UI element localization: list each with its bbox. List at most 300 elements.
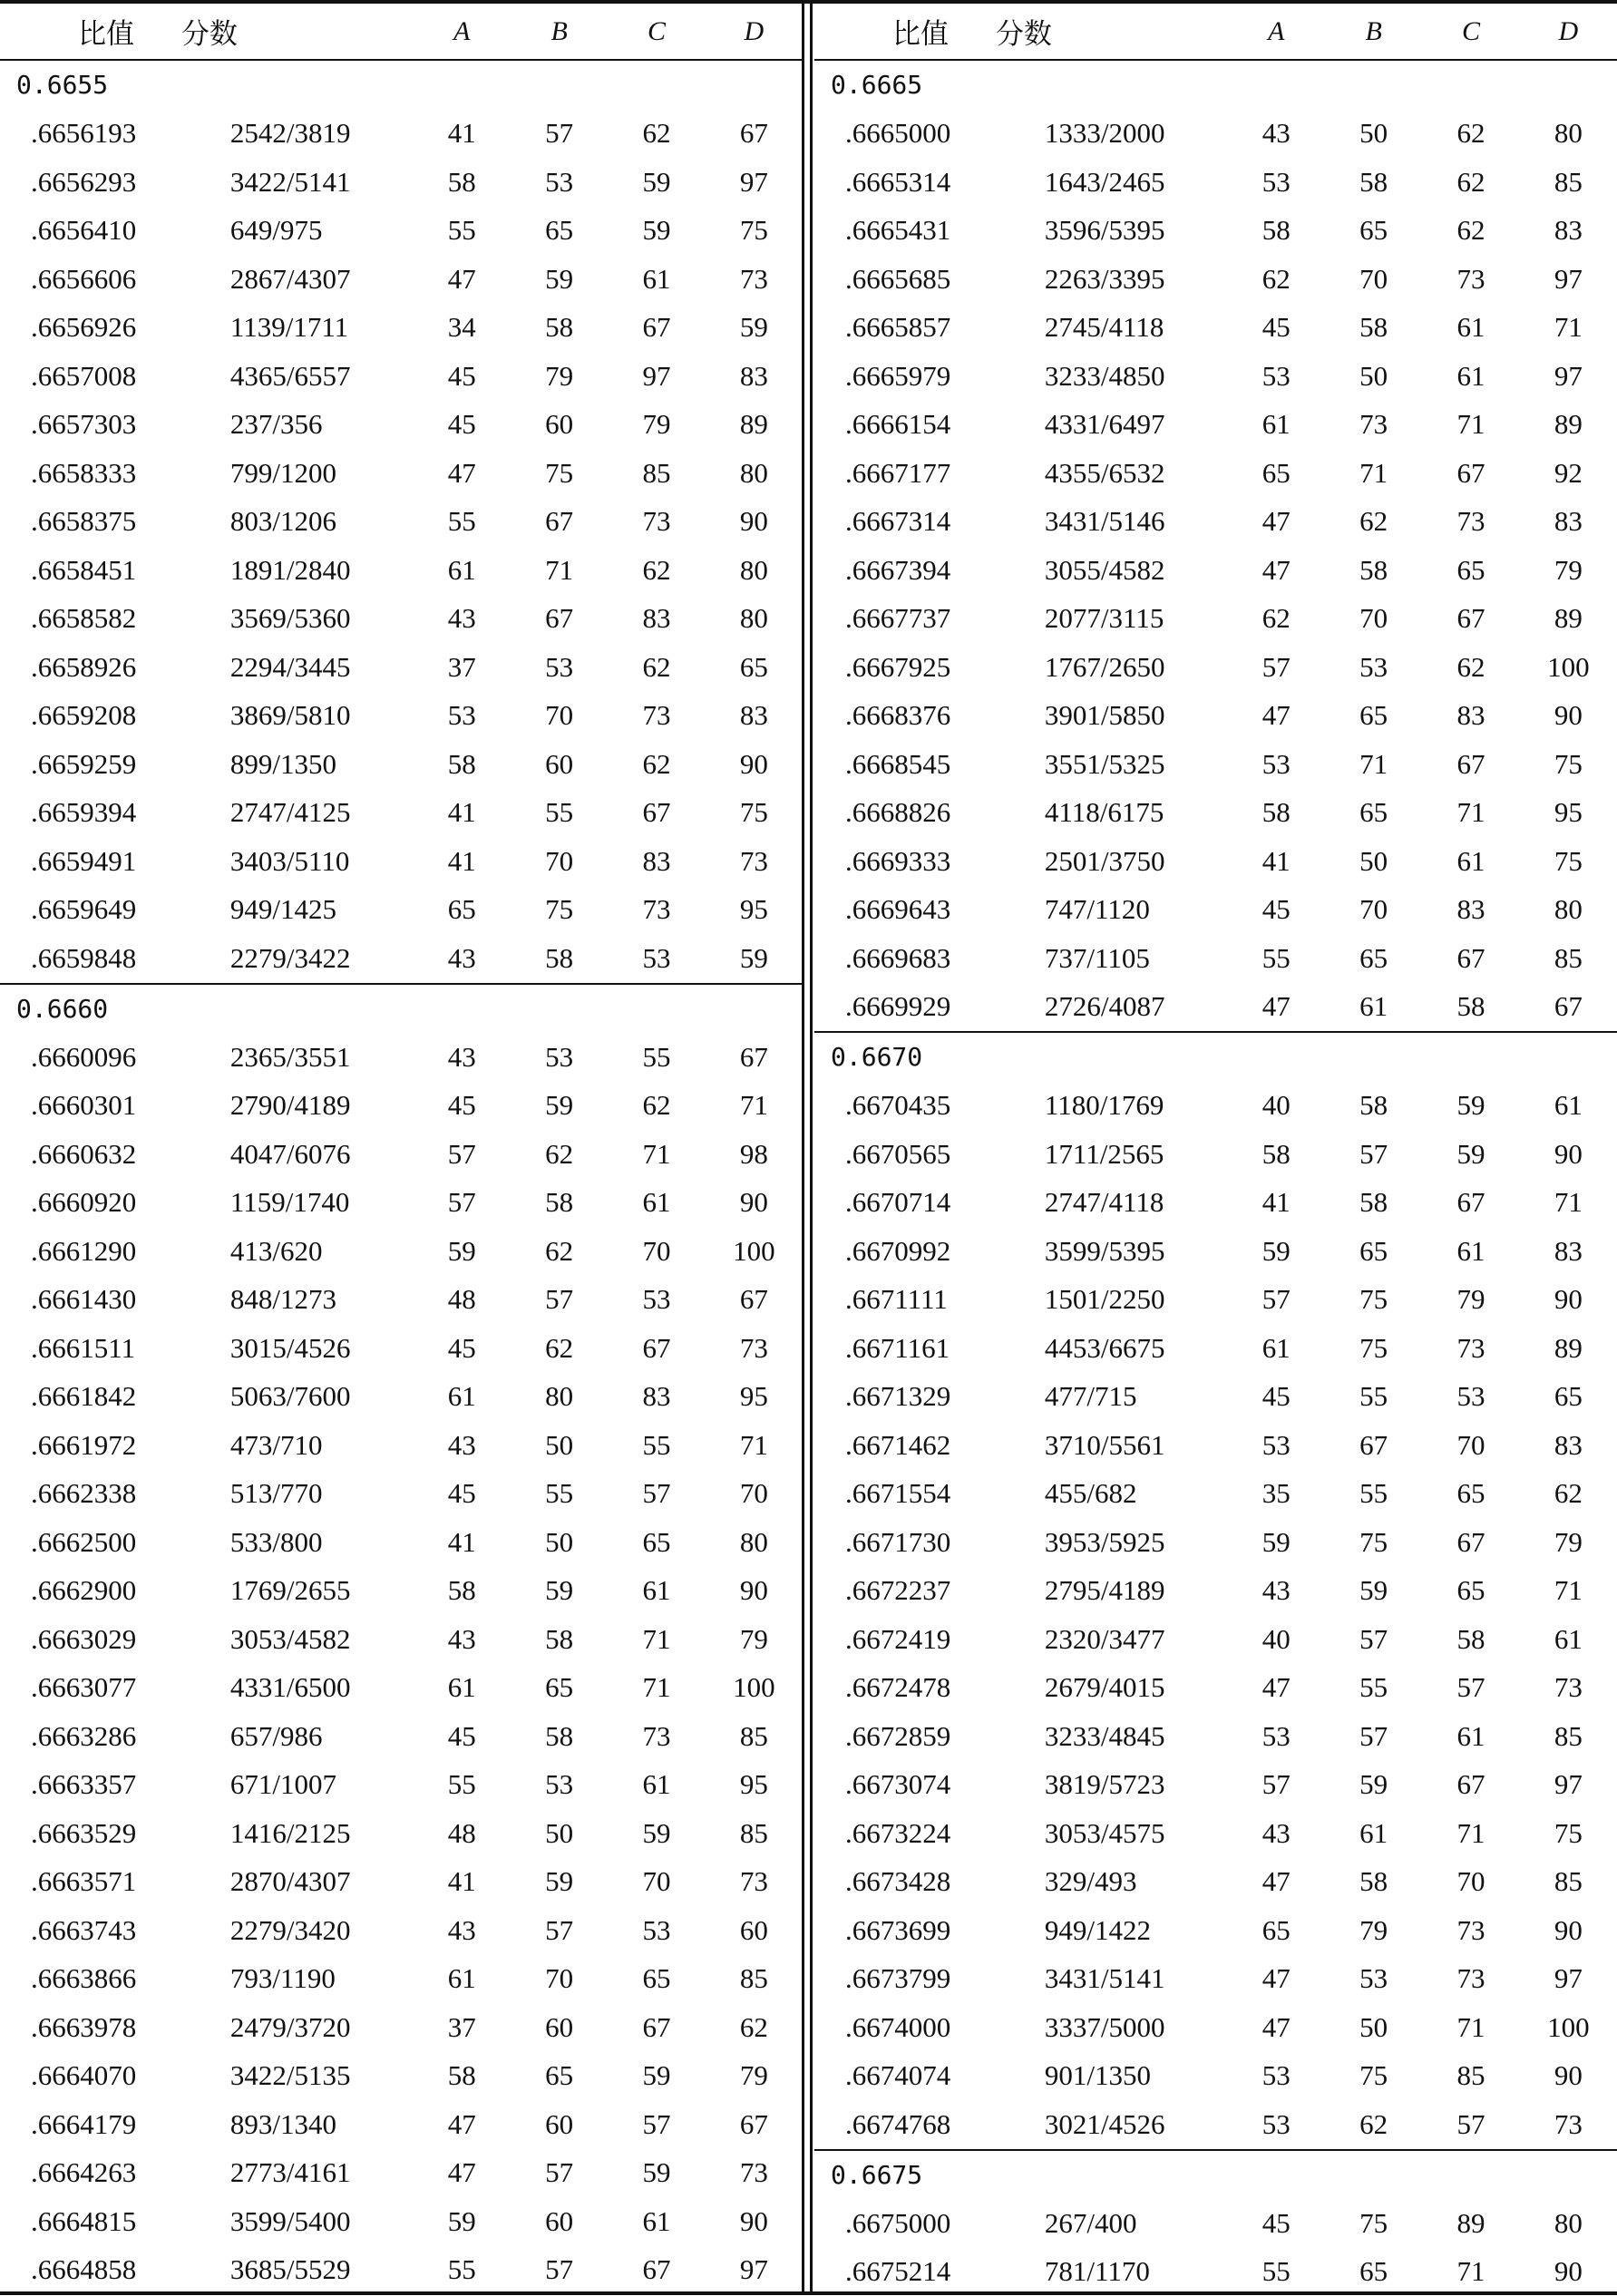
d-value: 85 [706, 1809, 803, 1858]
b-value: 71 [1325, 449, 1422, 498]
fraction-value: 2263/3395 [952, 255, 1228, 304]
c-value: 71 [608, 1130, 705, 1179]
table-row [0, 2100, 803, 2149]
fraction-value: 3021/4526 [952, 2100, 1228, 2150]
d-value: 90 [1520, 1276, 1617, 1325]
d-value: 61 [1520, 1615, 1617, 1664]
ratio-value: .6656193 [0, 110, 138, 159]
a-value: 43 [1228, 110, 1325, 159]
c-value: 58 [1422, 983, 1519, 1033]
d-value: 97 [706, 158, 803, 207]
ratio-value: .6671329 [814, 1373, 952, 1422]
d-value: 80 [1520, 886, 1617, 935]
ratio-value: .6672859 [814, 1712, 952, 1761]
right-table-half [814, 4, 1617, 2296]
b-value: 62 [511, 1324, 608, 1373]
a-value: 48 [414, 1809, 511, 1858]
c-value: 61 [1422, 304, 1519, 353]
table-row [0, 158, 803, 207]
table-row [0, 1858, 803, 1907]
c-value: 79 [608, 401, 705, 450]
b-value: 58 [1325, 158, 1422, 207]
table-row [0, 2246, 803, 2295]
d-value: 71 [706, 1082, 803, 1131]
group-label: 0.6675 [814, 2150, 1617, 2200]
header-c: C [608, 4, 705, 60]
c-value: 67 [1422, 1518, 1519, 1567]
a-value: 53 [1228, 2052, 1325, 2101]
b-value: 57 [1325, 1615, 1422, 1664]
c-value: 62 [1422, 110, 1519, 159]
fraction-value: 2726/4087 [952, 983, 1228, 1033]
a-value: 37 [414, 643, 511, 692]
c-value: 83 [608, 1373, 705, 1422]
d-value: 100 [706, 1227, 803, 1276]
d-value: 100 [706, 1664, 803, 1713]
fraction-value: 413/620 [138, 1227, 414, 1276]
b-value: 75 [511, 886, 608, 935]
table-row [0, 110, 803, 159]
ratio-value: .6661430 [0, 1276, 138, 1325]
fraction-value: 793/1190 [138, 1955, 414, 2004]
b-value: 58 [1325, 546, 1422, 595]
ratio-value: .6667925 [814, 643, 952, 692]
ratio-value: .6667737 [814, 595, 952, 644]
c-value: 65 [1422, 1567, 1519, 1616]
b-value: 53 [511, 643, 608, 692]
table-row [0, 934, 803, 984]
b-value: 55 [1325, 1664, 1422, 1713]
header-fraction: 分数 [952, 4, 1228, 60]
c-value: 65 [1422, 1470, 1519, 1519]
b-value: 50 [1325, 110, 1422, 159]
b-value: 60 [511, 2003, 608, 2052]
fraction-value: 803/1206 [138, 498, 414, 547]
b-value: 70 [511, 837, 608, 886]
d-value: 90 [1520, 1906, 1617, 1955]
group-label: 0.6665 [814, 60, 1617, 110]
c-value: 73 [608, 1712, 705, 1761]
c-value: 61 [608, 1179, 705, 1228]
ratio-value: .6670435 [814, 1082, 952, 1131]
ratio-value: .6658375 [0, 498, 138, 547]
group-label: 0.6655 [0, 60, 803, 110]
c-value: 59 [608, 207, 705, 256]
table-row [814, 740, 1617, 789]
b-value: 57 [1325, 1712, 1422, 1761]
fraction-value: 649/975 [138, 207, 414, 256]
d-value: 71 [1520, 304, 1617, 353]
fraction-value: 533/800 [138, 1518, 414, 1567]
b-value: 58 [1325, 1179, 1422, 1228]
d-value: 97 [1520, 352, 1617, 401]
a-value: 43 [1228, 1809, 1325, 1858]
ratio-value: .6675000 [814, 2199, 952, 2248]
d-value: 85 [706, 1955, 803, 2004]
d-value: 80 [706, 595, 803, 644]
a-value: 47 [1228, 983, 1325, 1033]
ratio-value: .6665314 [814, 158, 952, 207]
c-value: 65 [1422, 546, 1519, 595]
table-row [814, 1858, 1617, 1907]
c-value: 59 [608, 1809, 705, 1858]
d-value: 59 [706, 934, 803, 984]
c-value: 65 [608, 1518, 705, 1567]
b-value: 73 [1325, 401, 1422, 450]
a-value: 43 [414, 595, 511, 644]
fraction-value: 3233/4845 [952, 1712, 1228, 1761]
ratio-value: .6673074 [814, 1761, 952, 1810]
fraction-value: 1643/2465 [952, 158, 1228, 207]
a-value: 53 [1228, 158, 1325, 207]
table-row [814, 1906, 1617, 1955]
table-row [0, 1276, 803, 1325]
c-value: 71 [1422, 401, 1519, 450]
table-row [814, 1712, 1617, 1761]
a-value: 55 [1228, 2248, 1325, 2296]
c-value: 83 [608, 837, 705, 886]
d-value: 85 [706, 1712, 803, 1761]
a-value: 47 [1228, 546, 1325, 595]
a-value: 59 [1228, 1227, 1325, 1276]
b-value: 62 [511, 1130, 608, 1179]
d-value: 75 [706, 789, 803, 838]
ratio-value: .6669683 [814, 934, 952, 983]
fraction-value: 3431/5141 [952, 1955, 1228, 2004]
ratio-value: .6658451 [0, 546, 138, 595]
table-row [814, 643, 1617, 692]
fraction-value: 2501/3750 [952, 837, 1228, 886]
a-value: 59 [414, 1227, 511, 1276]
ratio-value: .6673699 [814, 1906, 952, 1955]
a-value: 47 [414, 255, 511, 304]
d-value: 67 [706, 1276, 803, 1325]
c-value: 97 [608, 352, 705, 401]
ratio-value: .6663743 [0, 1906, 138, 1955]
c-value: 71 [1422, 2248, 1519, 2296]
b-value: 70 [1325, 255, 1422, 304]
c-value: 71 [1422, 2003, 1519, 2052]
table-row [814, 1809, 1617, 1858]
c-value: 73 [1422, 1324, 1519, 1373]
table-row [0, 1324, 803, 1373]
a-value: 58 [414, 740, 511, 789]
a-value: 55 [414, 498, 511, 547]
c-value: 61 [608, 2197, 705, 2246]
b-value: 58 [1325, 304, 1422, 353]
a-value: 58 [1228, 1130, 1325, 1179]
d-value: 90 [1520, 2052, 1617, 2101]
a-value: 59 [414, 2197, 511, 2246]
d-value: 73 [706, 255, 803, 304]
table-row [814, 1470, 1617, 1519]
fraction-value: 781/1170 [952, 2248, 1228, 2296]
ratio-value: .6657303 [0, 401, 138, 450]
b-value: 61 [1325, 1809, 1422, 1858]
fraction-value: 237/356 [138, 401, 414, 450]
d-value: 83 [1520, 1227, 1617, 1276]
c-value: 85 [1422, 2052, 1519, 2101]
a-value: 58 [1228, 789, 1325, 838]
b-value: 58 [511, 1179, 608, 1228]
fraction-value: 3053/4575 [952, 1809, 1228, 1858]
ratio-value: .6663029 [0, 1615, 138, 1664]
table-row [0, 1712, 803, 1761]
a-value: 45 [414, 1470, 511, 1519]
c-value: 58 [1422, 1615, 1519, 1664]
table-row [0, 1664, 803, 1713]
group-header-row [0, 60, 803, 110]
a-value: 41 [414, 837, 511, 886]
table-row [814, 837, 1617, 886]
fraction-value: 657/986 [138, 1712, 414, 1761]
d-value: 70 [706, 1470, 803, 1519]
fraction-value: 3901/5850 [952, 692, 1228, 741]
table-row [814, 352, 1617, 401]
fraction-value: 455/682 [952, 1470, 1228, 1519]
right-table [814, 4, 1617, 2296]
table-row [0, 1227, 803, 1276]
d-value: 95 [706, 1373, 803, 1422]
b-value: 50 [1325, 2003, 1422, 2052]
a-value: 55 [414, 2246, 511, 2295]
group-label: 0.6660 [0, 984, 803, 1034]
b-value: 53 [511, 1033, 608, 1082]
c-value: 59 [1422, 1082, 1519, 1131]
d-value: 65 [1520, 1373, 1617, 1422]
a-value: 45 [414, 401, 511, 450]
c-value: 70 [608, 1227, 705, 1276]
fraction-value: 4331/6497 [952, 401, 1228, 450]
b-value: 59 [511, 255, 608, 304]
c-value: 59 [608, 2149, 705, 2198]
ratio-value: .6660096 [0, 1033, 138, 1082]
a-value: 61 [414, 1373, 511, 1422]
bottom-rule [0, 2291, 1617, 2295]
fraction-value: 4365/6557 [138, 352, 414, 401]
b-value: 57 [1325, 1130, 1422, 1179]
table-row [0, 2197, 803, 2246]
ratio-value: .6665979 [814, 352, 952, 401]
d-value: 90 [1520, 692, 1617, 741]
a-value: 57 [1228, 1276, 1325, 1325]
a-value: 43 [414, 1615, 511, 1664]
a-value: 47 [1228, 692, 1325, 741]
b-value: 75 [1325, 1518, 1422, 1567]
table-row [0, 886, 803, 935]
table-row [814, 207, 1617, 256]
fraction-value: 799/1200 [138, 449, 414, 498]
table-row [0, 643, 803, 692]
b-value: 65 [1325, 934, 1422, 983]
d-value: 90 [1520, 1130, 1617, 1179]
a-value: 47 [1228, 2003, 1325, 2052]
b-value: 70 [1325, 886, 1422, 935]
b-value: 65 [1325, 1227, 1422, 1276]
c-value: 83 [1422, 692, 1519, 741]
c-value: 57 [608, 1470, 705, 1519]
b-value: 67 [1325, 1421, 1422, 1470]
a-value: 57 [414, 1179, 511, 1228]
b-value: 57 [511, 2246, 608, 2295]
table-row [814, 2052, 1617, 2101]
ratio-value: .6665857 [814, 304, 952, 353]
c-value: 55 [608, 1033, 705, 1082]
table-row [814, 1324, 1617, 1373]
fraction-value: 477/715 [952, 1373, 1228, 1422]
b-value: 75 [1325, 2199, 1422, 2248]
c-value: 73 [1422, 1955, 1519, 2004]
ratio-value: .6671730 [814, 1518, 952, 1567]
c-value: 61 [1422, 837, 1519, 886]
fraction-value: 4047/6076 [138, 1130, 414, 1179]
b-value: 53 [511, 158, 608, 207]
fraction-value: 3953/5925 [952, 1518, 1228, 1567]
ratio-value: .6663077 [0, 1664, 138, 1713]
header-d: D [706, 4, 803, 60]
fraction-value: 2294/3445 [138, 643, 414, 692]
ratio-value: .6664263 [0, 2149, 138, 2198]
fraction-value: 3596/5395 [952, 207, 1228, 256]
fraction-value: 3422/5135 [138, 2052, 414, 2101]
b-value: 53 [1325, 1955, 1422, 2004]
b-value: 50 [1325, 837, 1422, 886]
b-value: 70 [1325, 595, 1422, 644]
column-divider-right [810, 0, 813, 2295]
d-value: 73 [1520, 2100, 1617, 2150]
b-value: 71 [511, 546, 608, 595]
fraction-value: 1180/1769 [952, 1082, 1228, 1131]
b-value: 62 [511, 1227, 608, 1276]
b-value: 59 [1325, 1761, 1422, 1810]
b-value: 59 [511, 1858, 608, 1907]
table-row [814, 1518, 1617, 1567]
c-value: 73 [608, 498, 705, 547]
b-value: 65 [511, 1664, 608, 1713]
d-value: 80 [706, 449, 803, 498]
fraction-value: 1769/2655 [138, 1567, 414, 1616]
ratio-value: .6673799 [814, 1955, 952, 2004]
a-value: 45 [1228, 886, 1325, 935]
ratio-value: .6669929 [814, 983, 952, 1033]
fraction-value: 513/770 [138, 1470, 414, 1519]
ratio-value: .6668376 [814, 692, 952, 741]
ratio-value: .6662500 [0, 1518, 138, 1567]
b-value: 57 [511, 1906, 608, 1955]
fraction-value: 2365/3551 [138, 1033, 414, 1082]
d-value: 73 [706, 2149, 803, 2198]
b-value: 75 [1325, 1276, 1422, 1325]
ratio-value: .6659208 [0, 692, 138, 741]
c-value: 70 [1422, 1858, 1519, 1907]
a-value: 47 [1228, 1858, 1325, 1907]
ratio-value: .6674074 [814, 2052, 952, 2101]
fraction-value: 3710/5561 [952, 1421, 1228, 1470]
table-row [814, 1955, 1617, 2004]
a-value: 58 [1228, 207, 1325, 256]
ratio-value: .6659491 [0, 837, 138, 886]
ratio-value: .6670565 [814, 1130, 952, 1179]
a-value: 45 [1228, 1373, 1325, 1422]
d-value: 83 [1520, 207, 1617, 256]
d-value: 90 [706, 1179, 803, 1228]
left-table [0, 4, 803, 2294]
table-row [0, 304, 803, 353]
fraction-value: 3337/5000 [952, 2003, 1228, 2052]
a-value: 41 [414, 110, 511, 159]
fraction-value: 3569/5360 [138, 595, 414, 644]
header-row [0, 4, 803, 60]
ratio-value: .6671161 [814, 1324, 952, 1373]
header-b: B [511, 4, 608, 60]
d-value: 67 [706, 110, 803, 159]
fraction-value: 1501/2250 [952, 1276, 1228, 1325]
fraction-value: 3599/5395 [952, 1227, 1228, 1276]
c-value: 85 [608, 449, 705, 498]
fraction-value: 2867/4307 [138, 255, 414, 304]
table-row [0, 352, 803, 401]
b-value: 60 [511, 2197, 608, 2246]
d-value: 75 [1520, 1809, 1617, 1858]
d-value: 71 [1520, 1567, 1617, 1616]
a-value: 41 [414, 1518, 511, 1567]
d-value: 62 [1520, 1470, 1617, 1519]
group-label: 0.6670 [814, 1032, 1617, 1082]
table-row [814, 1664, 1617, 1713]
group-header-row [0, 984, 803, 1034]
c-value: 73 [608, 886, 705, 935]
c-value: 62 [608, 643, 705, 692]
a-value: 34 [414, 304, 511, 353]
d-value: 83 [706, 352, 803, 401]
d-value: 80 [706, 546, 803, 595]
b-value: 67 [511, 595, 608, 644]
d-value: 60 [706, 1906, 803, 1955]
a-value: 57 [1228, 1761, 1325, 1810]
d-value: 90 [706, 2197, 803, 2246]
left-table-half [0, 4, 803, 2294]
b-value: 61 [1325, 983, 1422, 1033]
ratio-value: .6663866 [0, 1955, 138, 2004]
table-row [814, 1567, 1617, 1616]
table-row [0, 1518, 803, 1567]
c-value: 71 [608, 1615, 705, 1664]
c-value: 73 [1422, 1906, 1519, 1955]
ratio-value: .6667177 [814, 449, 952, 498]
fraction-value: 2870/4307 [138, 1858, 414, 1907]
b-value: 50 [511, 1809, 608, 1858]
table-row [0, 449, 803, 498]
table-row [814, 983, 1617, 1033]
fraction-value: 2795/4189 [952, 1567, 1228, 1616]
d-value: 97 [706, 2246, 803, 2295]
c-value: 61 [1422, 352, 1519, 401]
table-row [0, 401, 803, 450]
b-value: 67 [511, 498, 608, 547]
b-value: 58 [1325, 1082, 1422, 1131]
a-value: 58 [414, 158, 511, 207]
table-row [0, 2052, 803, 2101]
ratio-value: .6656606 [0, 255, 138, 304]
a-value: 41 [1228, 837, 1325, 886]
a-value: 45 [414, 352, 511, 401]
b-value: 55 [511, 789, 608, 838]
right-table-body [814, 60, 1617, 2296]
b-value: 50 [511, 1421, 608, 1470]
a-value: 55 [414, 207, 511, 256]
fraction-value: 3869/5810 [138, 692, 414, 741]
fraction-value: 2747/4125 [138, 789, 414, 838]
